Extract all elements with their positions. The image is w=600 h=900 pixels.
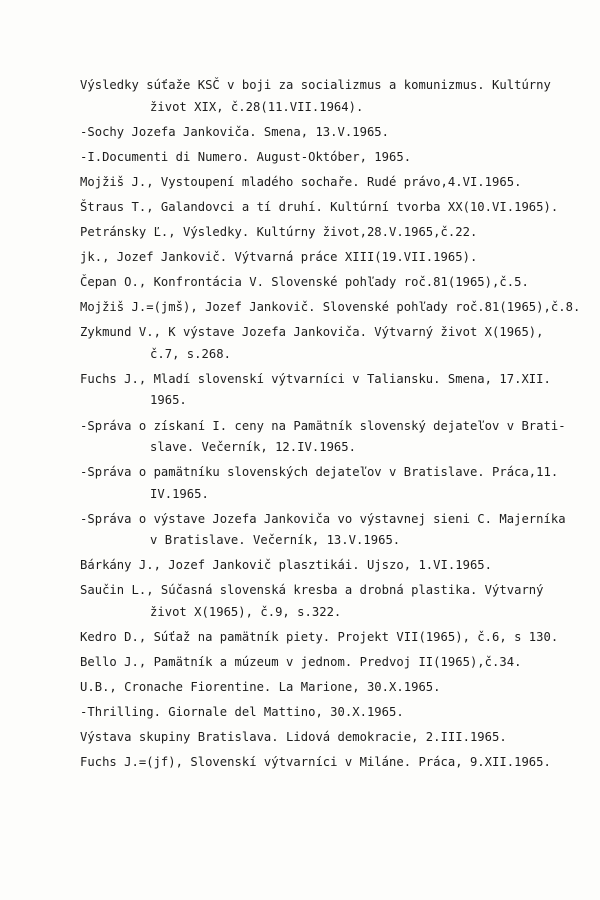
bibliography-entry xyxy=(80,462,595,505)
entry-line: Kedro D., Súťaž na pamätník piety. Projekt VII(1965), č.6, s 130. xyxy=(80,630,559,644)
entry-line: Štraus T., Galandovci a tí druhí. Kultúrní tvorba XX(10.VI.1965). xyxy=(80,199,559,214)
bibliography-entry xyxy=(80,272,595,294)
bibliography-entry xyxy=(80,752,595,774)
entry-line: Výsledky súťaže KSČ v boji za socializmus a komunizmus. Kultúrny xyxy=(80,78,551,92)
bibliography-entry xyxy=(80,369,595,412)
entry-line: U.B., Cronache Fiorentine. La Marione, 30.X.1965. xyxy=(80,680,441,695)
bibliography-entry xyxy=(80,75,595,118)
bibliography-entry xyxy=(80,555,595,577)
entry-continuation-line: život XIX, č.28(11.VII.1964). xyxy=(150,99,364,114)
entry-line: Petránsky Ľ., Výsledky. Kultúrny život,28.V.1965,č.22. xyxy=(80,224,478,239)
bibliography-entry xyxy=(80,580,595,623)
entry-line: -Správa o získaní I. ceny na Pamätník slovenský dejateľov v Brati- xyxy=(80,418,566,433)
bibliography-entry xyxy=(80,677,595,699)
bibliography-entry xyxy=(80,416,595,459)
bibliography-entry xyxy=(80,122,595,144)
entry-line: Mojžiš J.=(jmš), Jozef Jankovič. Slovenské pohľady roč.81(1965),č.8. xyxy=(80,300,581,315)
entry-line: Mojžiš J., Vystoupení mladého sochaře. Rudé právo,4.VI.1965. xyxy=(80,174,522,189)
bibliography-entry xyxy=(80,247,595,269)
entry-line: Bello J., Pamätník a múzeum v jednom. Predvoj II(1965),č.34. xyxy=(80,655,522,670)
bibliography-entry xyxy=(80,147,595,169)
entry-line: Fuchs J.=(jf), Slovenskí výtvarníci v Miláne. Práca, 9.XII.1965. xyxy=(80,755,551,770)
entry-line: Saučin L., Súčasná slovenská kresba a drobná plastika. Výtvarný xyxy=(80,583,544,598)
bibliography-list xyxy=(80,75,595,778)
entry-continuation-line: IV.1965. xyxy=(150,486,209,501)
bibliography-entry xyxy=(80,727,595,749)
bibliography-entry xyxy=(80,297,595,319)
entry-line: -Thrilling. Giornale del Mattino, 30.X.1965. xyxy=(80,705,404,720)
bibliography-entry xyxy=(80,222,595,244)
bibliography-entry xyxy=(80,509,595,552)
entry-line: -Správa o výstave Jozefa Jankoviča vo výstavnej sieni C. Majerníka xyxy=(80,511,566,526)
entry-line: Výstava skupiny Bratislava. Lidová demokracie, 2.III.1965. xyxy=(80,730,507,745)
bibliography-entry xyxy=(80,702,595,724)
entry-line: -Správa o pamätníku slovenských dejateľov v Bratislave. Práca,11. xyxy=(80,465,559,480)
entry-line: -Sochy Jozefa Jankoviča. Smena, 13.V.1965. xyxy=(80,124,390,139)
bibliography-entry xyxy=(80,322,595,365)
bibliography-entry xyxy=(80,627,595,649)
bibliography-entry xyxy=(80,172,595,194)
bibliography-entry xyxy=(80,197,595,219)
entry-continuation-line: v Bratislave. Večerník, 13.V.1965. xyxy=(150,533,401,548)
entry-continuation-line: č.7, s.268. xyxy=(150,346,231,361)
entry-continuation-line: život X(1965), č.9, s.322. xyxy=(150,604,342,619)
entry-line: Zykmund V., K výstave Jozefa Jankoviča. Výtvarný život X(1965), xyxy=(80,325,544,340)
entry-line: Fuchs J., Mladí slovenskí výtvarníci v Taliansku. Smena, 17.XII. xyxy=(80,371,551,386)
entry-continuation-line: 1965. xyxy=(150,393,187,408)
entry-line: jk., Jozef Jankovič. Výtvarná práce XIII(19.VII.1965). xyxy=(80,250,478,265)
entry-line: Bárkány J., Jozef Jankovič plasztikái. Ujszo, 1.VI.1965. xyxy=(80,558,493,573)
entry-line: Čepan O., Konfrontácia V. Slovenské pohľady roč.81(1965),č.5. xyxy=(80,275,529,290)
bibliography-entry xyxy=(80,652,595,674)
entry-line: -I.Documenti di Numero. August-Október, 1965. xyxy=(80,149,412,164)
entry-continuation-line: slave. Večerník, 12.IV.1965. xyxy=(150,440,357,455)
